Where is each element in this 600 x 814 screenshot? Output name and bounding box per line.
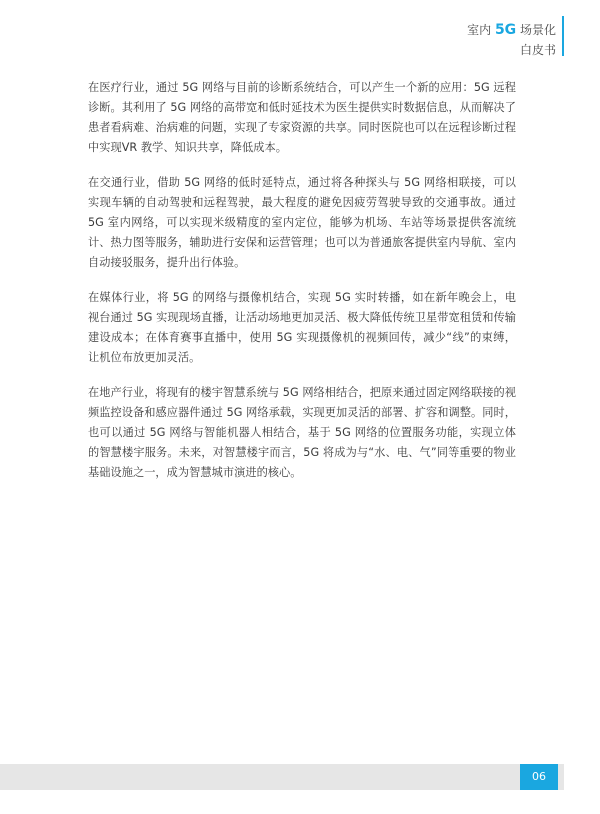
title-suffix: 场景化	[516, 23, 556, 37]
paragraph-media: 在媒体行业，将 5G 的网络与摄像机结合，实现 5G 实时转播，如在新年晚会上，电视台通过 5G 实现现场直播，让活动场地更加灵活、极大降低传统卫星带宽租赁和传输建设成本；在体育赛事直播中，使用 5G 实现摄像机的视频回传，减少“线”的束缚，让机位布放更加灵活。	[88, 291, 516, 364]
document-subtitle: 白皮书	[519, 43, 556, 57]
footer-band	[0, 764, 564, 790]
title-prefix: 室内	[467, 23, 495, 37]
paragraph-transport: 在交通行业，借助 5G 网络的低时延特点，通过将各种探头与 5G 网络相联接，可以实现车辆的自动驾驶和远程驾驶，最大程度的避免因疲劳驾驶导致的交通事故。通过 5G 室内网络，可以实现米级精度的室内定位，能够为机场、车站等场景提供客流统计、热力图等服务，辅助进行安保和运营管理；也可以为普通旅客提供室内导航、室内自动接驳服务，提升出行体验。	[88, 176, 516, 269]
paragraph-medical: 在医疗行业，通过 5G 网络与目前的诊断系统结合，可以产生一个新的应用：5G 远程诊断。其利用了 5G 网络的高带宽和低时延技术为医生提供实时数据信息，从而解决了患者看病难、治病难的问题，实现了专家资源的共享。同时医院也可以在远程诊断过程中实现VR 教学、知识共享，降低成本。	[88, 81, 516, 154]
document-title	[467, 22, 556, 38]
body-content	[88, 78, 516, 498]
paragraph-real-estate: 在地产行业，将现有的楼宇智慧系统与 5G 网络相结合，把原来通过固定网络联接的视频监控设备和感应器件通过 5G 网络承载，实现更加灵活的部署、扩容和调整。同时，也可以通过 5G 网络与智能机器人相结合，基于 5G 网络的位置服务功能，实现立体的智慧楼宇服务。未来，对智慧楼宇而言，5G 将成为与“水、电、气”同等重要的物业基础设施之一，成为智慧城市演进的核心。	[88, 386, 516, 479]
page-header	[467, 22, 556, 58]
title-accent-5g: 5G	[494, 22, 517, 38]
page-number: 06	[520, 764, 558, 790]
header-accent-rule	[562, 16, 564, 56]
